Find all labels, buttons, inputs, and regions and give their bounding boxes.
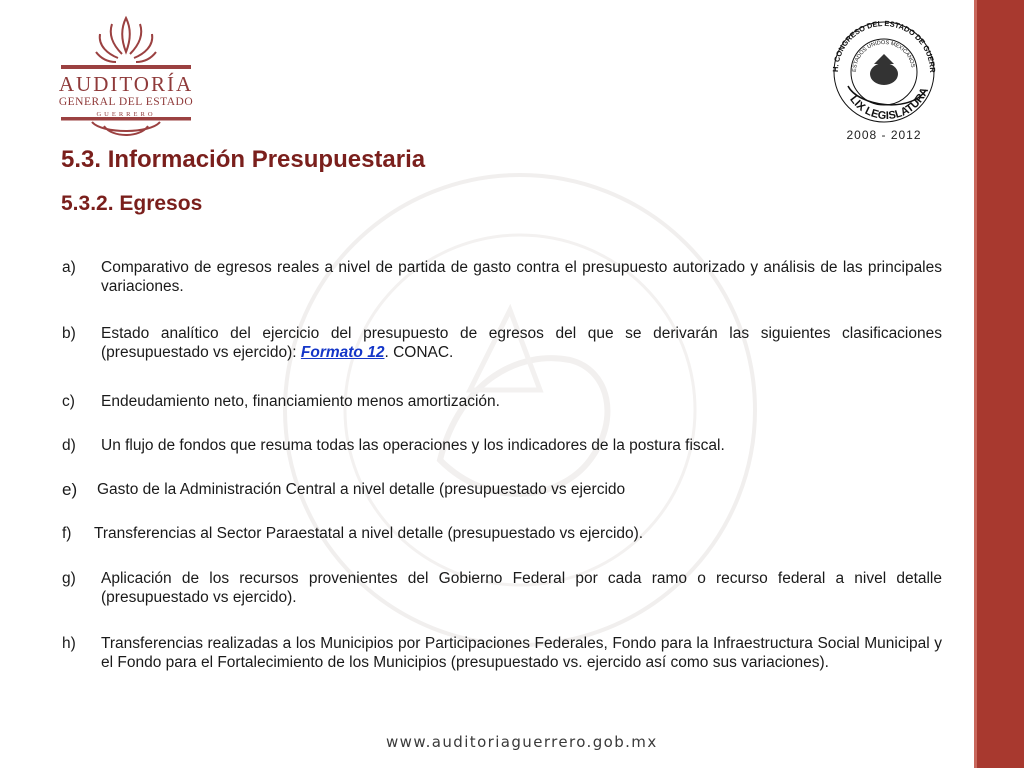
congreso-seal-icon (818, 10, 950, 128)
list-item-text: Endeudamiento neto, financiamiento menos amortización. (101, 393, 500, 410)
list-marker: b) (62, 325, 76, 342)
list-item (62, 436, 942, 455)
list-item-text: Gasto de la Administración Central a nivel detalle (presupuestado vs ejercido (97, 481, 626, 498)
seal-top-text: H. CONGRESO DEL ESTADO DE GUERR (830, 18, 938, 73)
seal-years: 2008 - 2012 (846, 128, 922, 142)
page-subtitle: 5.3.2. Egresos (61, 192, 203, 215)
list-item-text: Transferencias realizadas a los Municipios por Participaciones Federales, Fondo para la Infraestructura Social Municipal y el Fondo para el Fortalecimiento de los Municipios (presupuestado vs. ejercido así como sus variaciones). (101, 635, 942, 671)
list-item-text: Aplicación de los recursos provenientes del Gobierno Federal por cada ramo o recurso federal a nivel detalle (presupuestado vs ejercido). (101, 570, 942, 606)
list-item (62, 634, 942, 672)
list-marker: d) (62, 437, 76, 454)
logo-state-text: GUERRERO (96, 111, 156, 118)
list-item-text (101, 324, 942, 362)
logo-sub-text: GENERAL DEL ESTADO (58, 96, 194, 108)
list-marker: c) (62, 393, 75, 410)
list-marker: a) (62, 259, 76, 276)
list-item-text-before: Estado analítico del ejercicio del presupuesto de egresos del que se derivarán las siguientes clasificaciones (presupuestado vs ejercido): (101, 325, 942, 361)
formato-12-link[interactable]: Formato 12 (300, 344, 385, 361)
logo-main-text: AUDITORÍA (58, 72, 194, 96)
list-item-text: Comparativo de egresos reales a nivel de partida de gasto contra el presupuesto autorizado y análisis de las principales variaciones. (101, 259, 942, 295)
auditoria-logo (52, 10, 200, 140)
page-title: 5.3. Información Presupuestaria (61, 146, 426, 173)
seal-bottom-text: LIX LEGISLATURA (847, 85, 931, 123)
list-marker: f) (62, 525, 72, 542)
svg-text:LIX LEGISLATURA (847, 86, 931, 122)
list-item-text-after: . CONAC. (384, 344, 454, 361)
list-marker: h) (62, 635, 76, 652)
list-item (62, 392, 942, 411)
list-item (62, 480, 942, 499)
list-item-text: Un flujo de fondos que resuma todas las operaciones y los indicadores de la postura fiscal. (101, 437, 725, 454)
list-item-text: Transferencias al Sector Paraestatal a nivel detalle (presupuestado vs ejercido). (94, 525, 644, 542)
list-item (62, 324, 942, 362)
list-item (62, 524, 942, 543)
right-accent-bar (977, 0, 1024, 768)
list-marker: g) (62, 570, 76, 587)
seal-inner-text: ESTADOS UNIDOS MEXICANOS (851, 39, 916, 73)
congreso-seal (818, 10, 950, 146)
list-item (62, 258, 942, 296)
list-item (62, 569, 942, 607)
footer-url: www.auditoriaguerrero.gob.mx (386, 733, 658, 751)
list-marker: e) (62, 480, 78, 499)
